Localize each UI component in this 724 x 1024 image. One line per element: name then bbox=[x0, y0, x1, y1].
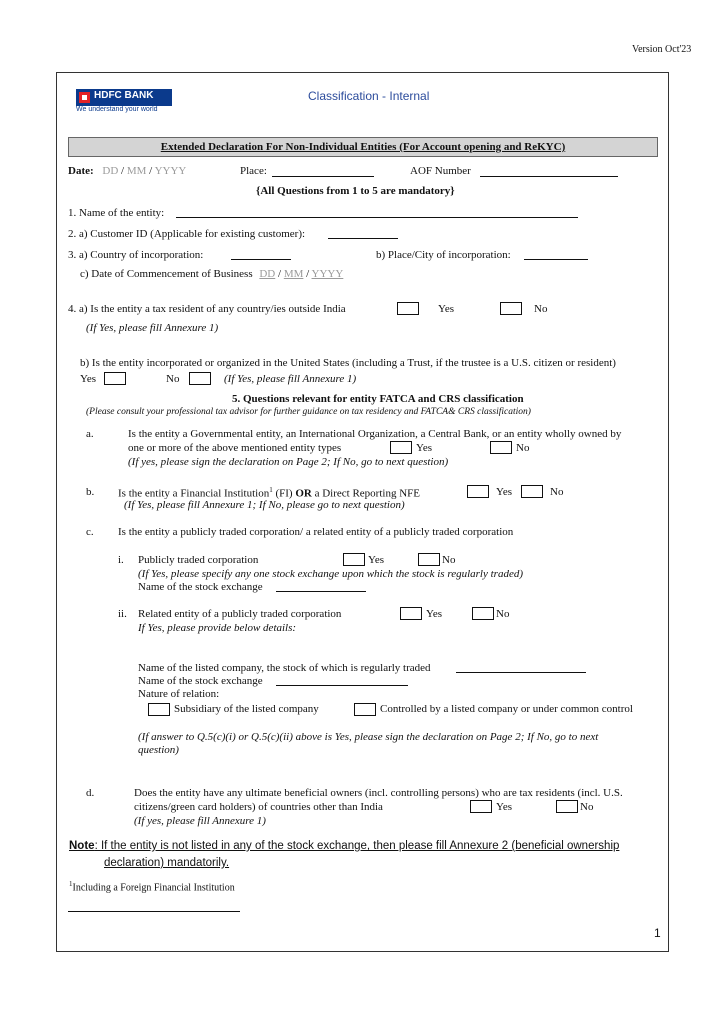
note-label: Note bbox=[69, 840, 95, 852]
q5b-footnote-ref: 1 bbox=[269, 486, 273, 494]
q5c-ii-no-checkbox[interactable] bbox=[472, 607, 494, 620]
q5a-yes-checkbox[interactable] bbox=[390, 441, 412, 454]
subsidiary-label: Subsidiary of the listed company bbox=[174, 703, 319, 715]
q5c-question: Is the entity a publicly traded corporation/ a related entity of a publicly traded corporation bbox=[118, 526, 514, 538]
commencement-sep-1: / bbox=[278, 268, 282, 280]
q5d-no-label: No bbox=[580, 801, 594, 813]
place-city-input-line[interactable] bbox=[524, 259, 588, 260]
q5b-yes-checkbox[interactable] bbox=[467, 485, 489, 498]
q5a-line2: one or more of the above mentioned entity types bbox=[128, 442, 342, 454]
q5c-ii-yes-checkbox[interactable] bbox=[400, 607, 422, 620]
q5c-marker: c. bbox=[86, 526, 94, 538]
q5b-question bbox=[118, 486, 420, 500]
q5c-ii-note: If Yes, please provide below details: bbox=[138, 622, 297, 634]
q5c-i-no-label: No bbox=[442, 554, 456, 566]
q5c-i-no-checkbox[interactable] bbox=[418, 553, 440, 566]
date-sep-2: / bbox=[149, 165, 153, 177]
q3c-field[interactable] bbox=[80, 268, 343, 280]
bank-name: HDFC BANK bbox=[94, 90, 154, 101]
q5d-line2: citizens/green card holders) of countries other than India bbox=[134, 801, 383, 813]
note-text-1: : If the entity is not listed in any of the stock exchange, then please fill Annexure 2 (beneficial ownership bbox=[94, 840, 620, 852]
q5a-marker: a. bbox=[86, 428, 94, 440]
q5c-i-marker: i. bbox=[118, 554, 124, 566]
place-label: Place: bbox=[240, 165, 267, 177]
commencement-mm: MM bbox=[283, 268, 304, 280]
q5c-ii-yes-label: Yes bbox=[426, 608, 443, 620]
q5c-i-note: (If Yes, please specify any one stock exchange upon which the stock is regularly traded) bbox=[138, 568, 524, 580]
q5c-final-note-line2: question) bbox=[138, 744, 179, 756]
q5c-i-stock-exchange-label: Name of the stock exchange bbox=[138, 581, 263, 593]
q5c-final-note-line1: (If answer to Q.5(c)(i) or Q.5(c)(ii) above is Yes, please sign the declaration on Page 2; If No, go to next bbox=[138, 731, 599, 743]
mandatory-note: {All Questions from 1 to 5 are mandatory} bbox=[256, 185, 455, 197]
q3b-label: b) Place/City of incorporation: bbox=[376, 249, 511, 261]
q5d-no-checkbox[interactable] bbox=[556, 800, 578, 813]
footnote-text: Including a Foreign Financial Institution bbox=[72, 882, 235, 894]
q5a-yes-label: Yes bbox=[416, 442, 433, 454]
controlled-label: Controlled by a listed company or under common control bbox=[380, 703, 633, 715]
date-sep-1: / bbox=[121, 165, 125, 177]
classification-label: Classification - Internal bbox=[308, 89, 430, 103]
q5b-text-1: Is the entity a Financial Institution bbox=[118, 487, 270, 500]
q4a-label: 4. a) Is the entity a tax resident of any country/ies outside India bbox=[68, 303, 346, 315]
q5a-no-label: No bbox=[516, 442, 530, 454]
footnote-divider bbox=[68, 911, 240, 912]
date-mm: MM bbox=[126, 165, 147, 177]
controlled-checkbox[interactable] bbox=[354, 703, 376, 716]
commencement-yyyy: YYYY bbox=[311, 268, 344, 280]
q4b-note: (If Yes, please fill Annexure 1) bbox=[224, 373, 357, 385]
q4b-label: b) Is the entity incorporated or organized in the United States (including a Trust, if the trustee is a U.S. citizen or resident) bbox=[80, 357, 616, 369]
entity-name-input-line[interactable] bbox=[176, 217, 578, 218]
date-dd: DD bbox=[102, 165, 119, 177]
q4a-yes-checkbox[interactable] bbox=[397, 302, 419, 315]
note-line1 bbox=[69, 840, 619, 852]
aof-input-line[interactable] bbox=[480, 176, 618, 177]
form-title-bar bbox=[68, 137, 658, 157]
q5c-i-yes-label: Yes bbox=[368, 554, 385, 566]
q5d-yes-label: Yes bbox=[496, 801, 513, 813]
q5b-text-2: (FI) bbox=[272, 487, 296, 500]
page-number: 1 bbox=[654, 926, 661, 940]
aof-label: AOF Number bbox=[410, 165, 471, 177]
q5c-i-stock-exchange-input-line[interactable] bbox=[276, 591, 366, 592]
q5c-ii-no-label: No bbox=[496, 608, 510, 620]
place-input-line[interactable] bbox=[272, 176, 374, 177]
q5d-yes-checkbox[interactable] bbox=[470, 800, 492, 813]
q2-label: 2. a) Customer ID (Applicable for existing customer): bbox=[68, 228, 306, 240]
q5a-note: (If yes, please sign the declaration on Page 2; If No, go to next question) bbox=[128, 456, 449, 468]
q4b-yes-label: Yes bbox=[80, 373, 97, 385]
listed-company-input-line[interactable] bbox=[456, 672, 586, 673]
q4b-yes-checkbox[interactable] bbox=[104, 372, 126, 385]
commencement-dd: DD bbox=[259, 268, 276, 280]
q5c-i-yes-checkbox[interactable] bbox=[343, 553, 365, 566]
bank-logo-icon-center bbox=[82, 95, 87, 100]
form-title: Extended Declaration For Non-Individual Entities (For Account opening and ReKYC) bbox=[160, 141, 566, 153]
q5a-line1: Is the entity a Governmental entity, an International Organization, a Central Bank, or an entity wholly owned by bbox=[128, 428, 622, 440]
q5c-ii-question: Related entity of a publicly traded corporation bbox=[138, 608, 342, 620]
q5b-text-3: a Direct Reporting NFE bbox=[311, 487, 420, 500]
nature-of-relation-label: Nature of relation: bbox=[138, 688, 220, 700]
q3c-label: c) Date of Commencement of Business bbox=[80, 268, 253, 280]
q4a-yes-label: Yes bbox=[438, 303, 455, 315]
q5c-ii-marker: ii. bbox=[118, 608, 127, 620]
q5c-ii-stock-exchange-label: Name of the stock exchange bbox=[138, 675, 263, 687]
q5a-no-checkbox[interactable] bbox=[490, 441, 512, 454]
q5d-marker: d. bbox=[86, 787, 95, 799]
listed-company-label: Name of the listed company, the stock of which is regularly traded bbox=[138, 662, 431, 674]
q5b-no-checkbox[interactable] bbox=[521, 485, 543, 498]
customer-id-input-line[interactable] bbox=[328, 238, 398, 239]
subsidiary-checkbox[interactable] bbox=[148, 703, 170, 716]
q5d-note: (If yes, please fill Annexure 1) bbox=[134, 815, 266, 827]
q5c-i-question: Publicly traded corporation bbox=[138, 554, 259, 566]
footnote bbox=[69, 880, 235, 893]
country-input-line[interactable] bbox=[231, 259, 291, 260]
q5b-yes-label: Yes bbox=[496, 486, 513, 498]
q5d-line1: Does the entity have any ultimate beneficial owners (incl. controlling persons) who are tax residents (incl. U.S. bbox=[134, 787, 623, 799]
q4a-no-label: No bbox=[534, 303, 548, 315]
bank-tagline: We understand your world bbox=[76, 106, 158, 113]
q5c-ii-stock-exchange-input-line[interactable] bbox=[276, 685, 408, 686]
q5b-or: OR bbox=[295, 487, 312, 500]
q4b-no-checkbox[interactable] bbox=[189, 372, 211, 385]
q5-heading: 5. Questions relevant for entity FATCA and CRS classification bbox=[232, 393, 524, 405]
q5b-no-label: No bbox=[550, 486, 564, 498]
commencement-sep-2: / bbox=[306, 268, 310, 280]
q5b-marker: b. bbox=[86, 486, 95, 498]
q4b-no-label: No bbox=[166, 373, 180, 385]
footnote-marker: 1 bbox=[69, 880, 73, 888]
q5-subheading: (Please consult your professional tax advisor for further guidance on tax residency and FATCA& CRS classification) bbox=[86, 407, 531, 417]
note-line2: declaration) mandatorily. bbox=[104, 857, 230, 869]
date-yyyy: YYYY bbox=[154, 165, 187, 177]
q1-label: 1. Name of the entity: bbox=[68, 207, 165, 219]
date-field[interactable] bbox=[68, 165, 186, 177]
q4a-no-checkbox[interactable] bbox=[500, 302, 522, 315]
date-label: Date: bbox=[68, 165, 94, 177]
version-label: Version Oct'23 bbox=[632, 44, 692, 55]
q5b-note: (If Yes, please fill Annexure 1; If No, please go to next question) bbox=[124, 499, 405, 511]
q3a-label: 3. a) Country of incorporation: bbox=[68, 249, 204, 261]
q4a-note: (If Yes, please fill Annexure 1) bbox=[86, 322, 219, 334]
